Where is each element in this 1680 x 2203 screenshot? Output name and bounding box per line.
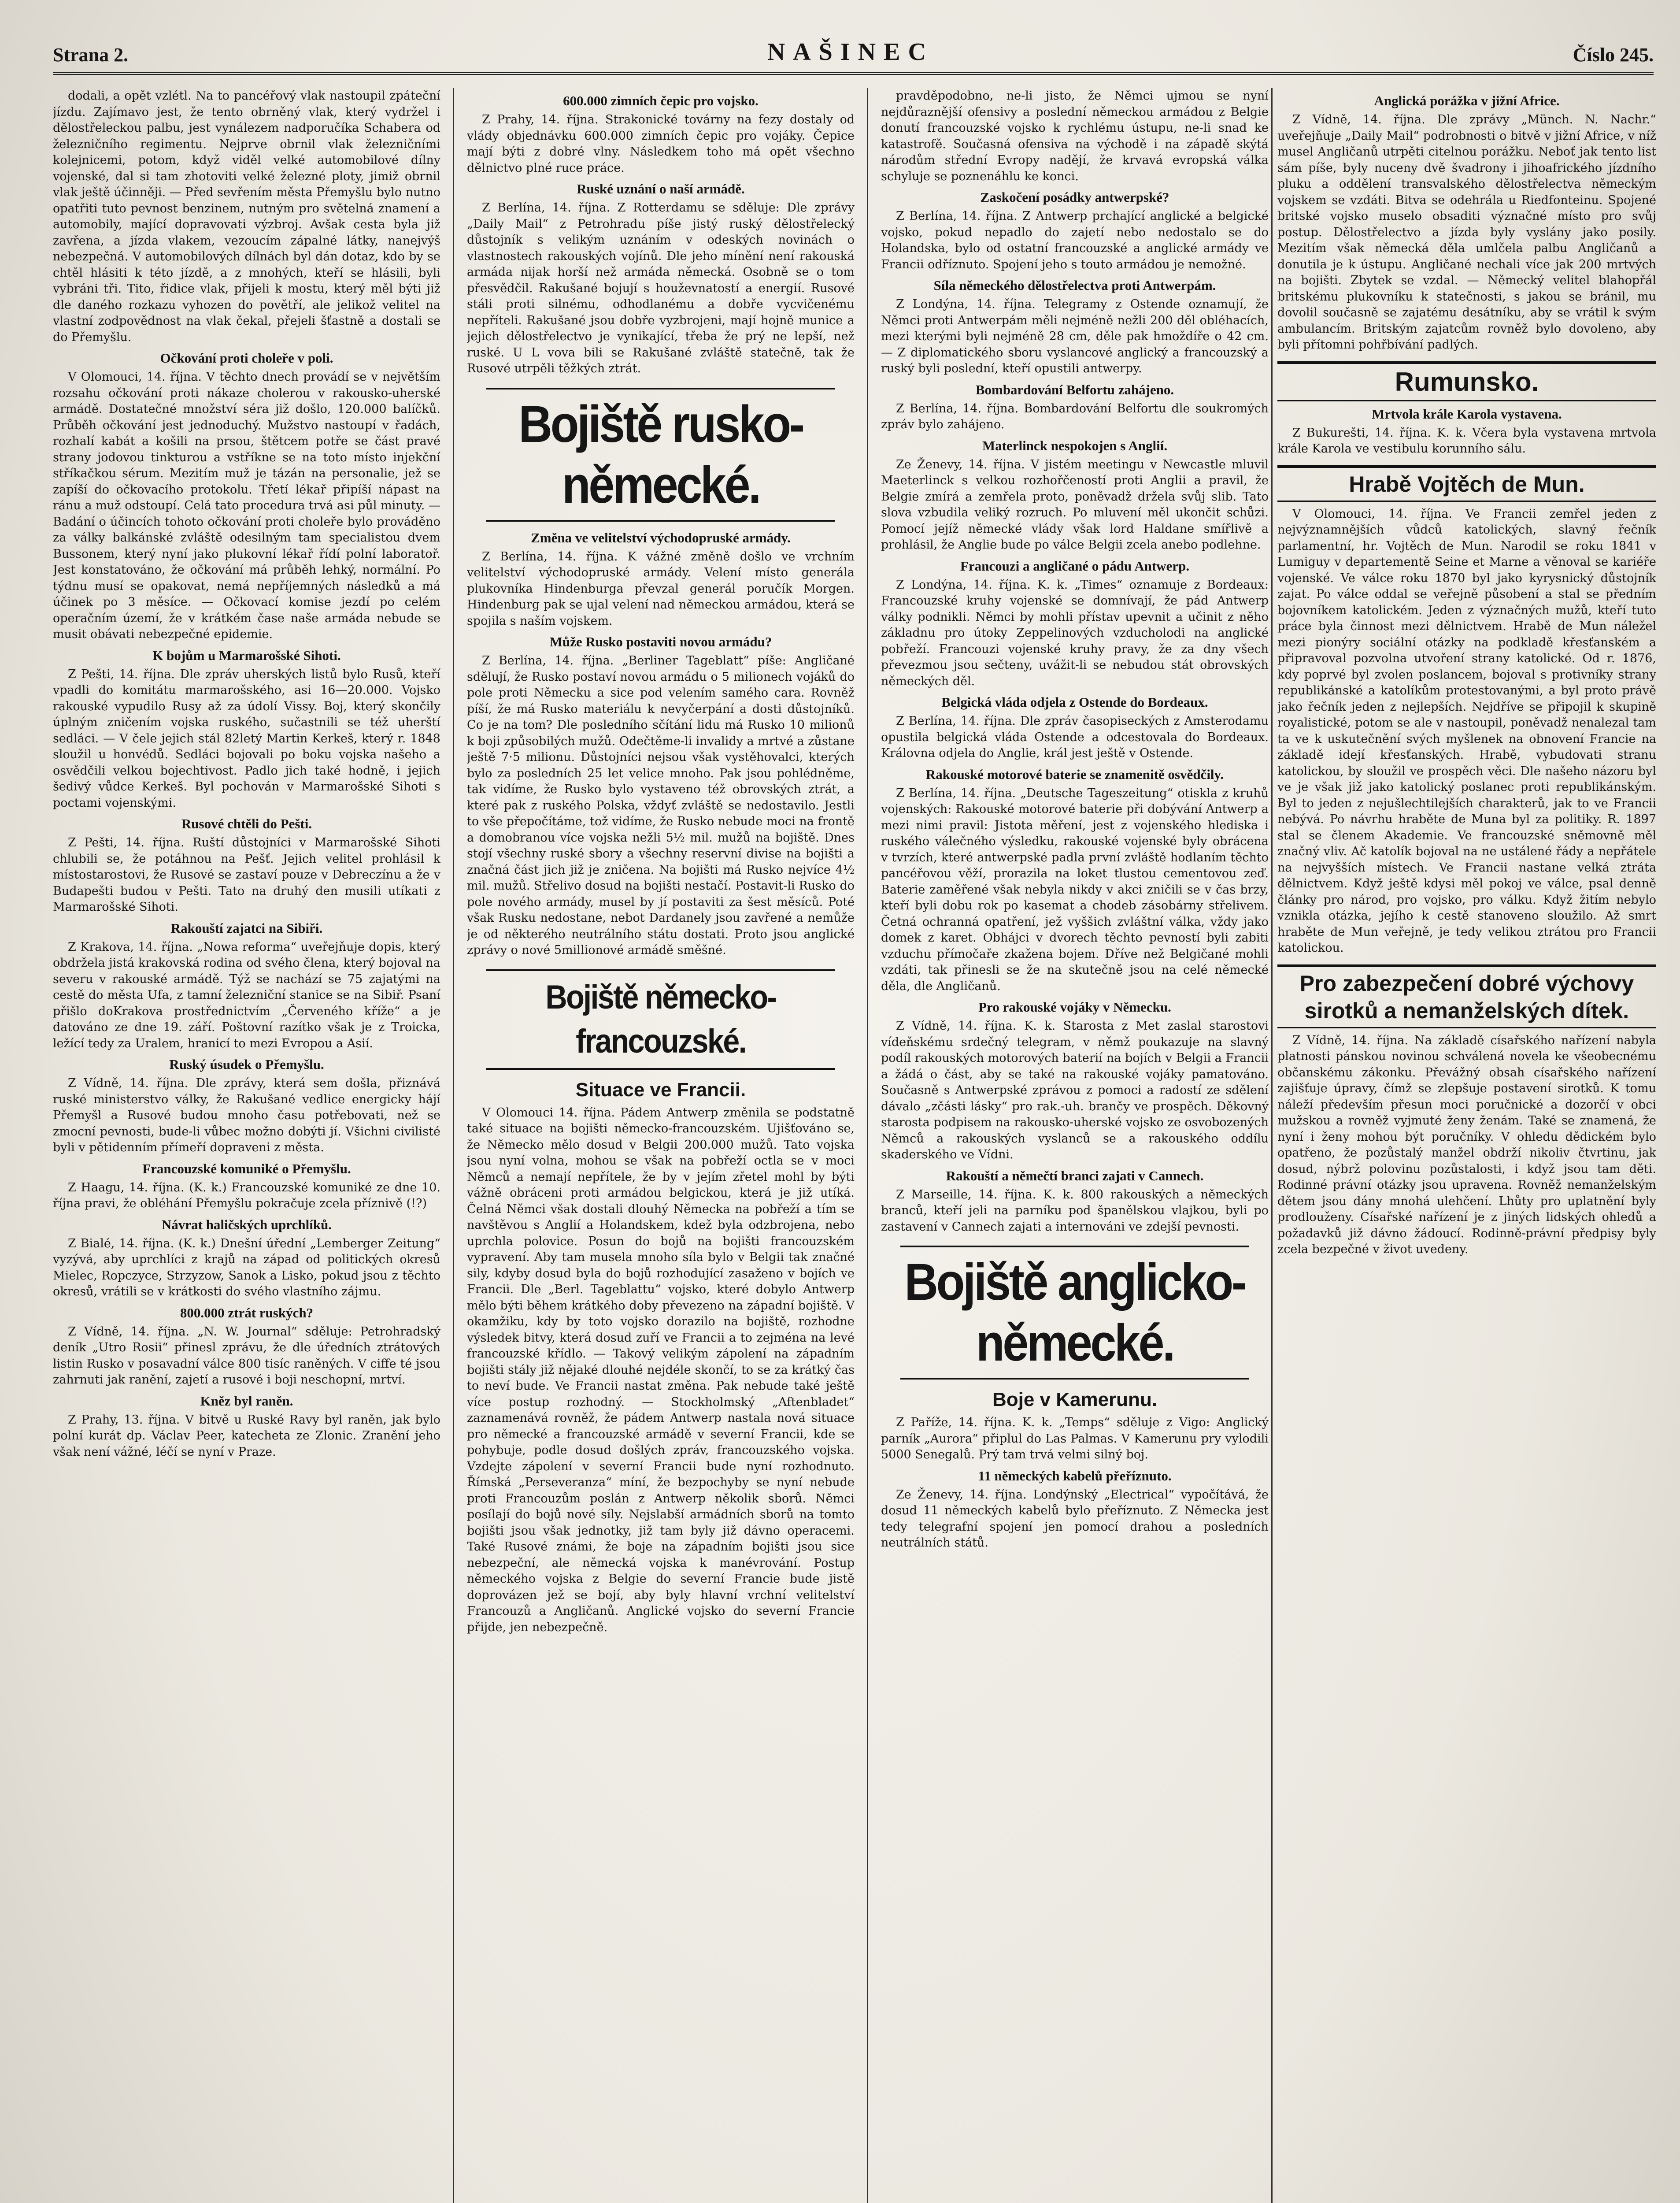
article-title: Ruské uznání o naší armádě.	[577, 181, 745, 197]
article	[53, 1161, 440, 1212]
masthead-title: NAŠINEC	[767, 38, 934, 66]
article-title: Anglická porážka v jižní Africe.	[1374, 93, 1560, 108]
article-paragraph: Z Krakova, 14. října. „Nowa reforma“ uveřejňuje dopis, který obdržela jistá krakovská rodina od svého člena, který bojoval na severu v rakouské armádě. Týž se nachází se 75 zajatými na cestě do města Ufa, z tamní železniční stanice se na Sibiř. Psaní přišlo doKrakova prostřednictvím „Červeného kříže“ a je datováno ze dne 19. září. Poštovní razítko však je z Troicka, ležící tedy za Uralem, hranicí to mezi Evropou a Asií.	[53, 940, 440, 1050]
article-title: Očkování proti choleře v poli.	[160, 350, 333, 366]
article	[467, 1105, 855, 1636]
column-2	[467, 88, 855, 2203]
article	[53, 1056, 440, 1156]
column-3	[881, 88, 1269, 2203]
article-paragraph: Z Pešti, 14. října. Dle zpráv uherských listů bylo Rusů, kteří vpadli do komitátu marmarošského, asi 16—20.000. Vojsko rakouské vypudilo Rusy až za údolí Vissy. Boj, který skončily úplným zničením vojska ruského, sučastnili se též uherští sedláci. — V čele jejich stál 82letý Martin Kerkeš, který r. 1848 sloužil u honvédů. Sedláci bojovali po boku vojska našeho a osvědčili velkou bojechtivost. Padlo jich také hodně, i jejich šedivý vůdce Kerkeš. Byl pochován v Marmarošské Sihoti s poctami vojenskými.	[53, 667, 440, 810]
article-paragraph: Z Berlína, 14. října. „Berliner Tageblatt“ píše: Angličané sdělují, že Rusko postaví novou armádu o 5 milionech vojáků do pole proti Německu a sice pod velením samého cara. Rovněž píší, že má Rusko materiálu k nevyčerpání a dosti důstojníků. Co je na tom? Dle posledního sčítání lidu má Rusko 10 milionů k boji způsobilých mužů. Odečtěme-li invalidy a mrtvé a zůstane ještě 7·5 milionu. Důstojníci nejsou však vystěhovalci, kterých bylo za posledních 25 let velice mnoho. Pak jsou pohlédněme, tak vidíme, že Rusko bylo vystaveno též obrovských ztrát, a které pak z ruského Polska, vždyť zvláště se nedostavilo. Jestli to vše přepočítáme, tož vidíme, že Rusko nebude moci na frontě a domobranou více vojska nežli 5½ mil. mužů na bojiště. Dnes stojí všechny ruské sbory a všechny reservní divise na bojišti a značná část jich již je zničena. Na bojišti má Rusko nejvíce 4½ mil. mužů. Střelivo dosud na bojišti nestačí. Postavit-li Rusko do pole nového armády, musel by jí postaviti za šest měsíců. Poté však Rusku nedostane, nebot Dardanely jsou zavřené a nemůže je od některého neutrálního státu dostati. Proto jsou anglické zprávy o nové 5millionové armádě směšné.	[467, 654, 855, 957]
article-paragraph: V Olomouci 14. října. Pádem Antwerp změnila se podstatně také situace na bojišti německo-francouzském. Ujišťováno se, že Německo mělo dosud v Belgii 200.000 mužů. Tato vojska jsou nyní volna, mohou se však na pobřeží octla se v moci Němců a nemají nepřítele, že by v jejím zřetel mohl by býti vážně obráceni proti armádou belgickou, která je již utíká. Čelná Němci však dostali dlouhý Německa na pobřeží a tím se navštěvou s Anglií a Holandskem, kdež byla odzbrojena, nebo uprchla polovice. Posun do bojů na bojišti francouzském vypravení. Aby tam musela mnoho síla bylo v Belgii tak značné sily, kdyby dosud byla do bojů rozhodující zasaženo v bojích ve Francii. Dle „Berl. Tageblattu“ vojsko, které dobylo Antwerp mělo býti během krátkého doby převezeno na západní bojiště. V okamžiku, kdy by toto vojsko dorazilo na bojiště, rozhodne výsledek bitvy, která dosud zuří ve Francii a to zejména na levé francouzské křídlo. — Takový velikým zápolení na západním bojišti stály již nějaké dlouhé nejdéle skončí, to se za krátký čas to neví bude. Ve Francii nastat změna. Pak nebude také ještě více postup rozhodný. — Stockholmský „Aftenbladet“ zaznamenává rovněž, že pádem Antwerp nastala nová situace pro německé a francouzské armádě v severní Francii, kde se pohybuje, podle dosud došlých zpráv, francouzského vojska. Vzdejte zápolení v severní Francii bude nyní rozhodnuto. Římská „Perseveranza“ míní, že bezpochyby se nyní nebude proti Francouzům poslán z Antwerp několik sborů. Němci posílají do bojů nové síly. Nejslabší armádních sborů na tomto bojišti jsou však jednotky, již tam byly již dávno operacemi. Také Rusové známi, že boje na západním bojišti jsou sice nebezpeční, ale německá vojska k manévrování. Postup německého vojska z Belgie do severní Francie bude jistě doprovázen jež se bojí, aby byly hlavní vrchní velitelství Francouzů a Angličanů. Anglické vojsko do severní Francie přijde, jen nebezpečně.	[467, 1105, 855, 1634]
column-4-mid2	[1277, 506, 1656, 957]
article	[53, 1305, 440, 1388]
article	[1277, 1033, 1656, 1258]
article-title: Kněz byl raněn.	[200, 1393, 293, 1409]
article-paragraph: Z Haagu, 14. října. (K. k.) Francouzské komuniké ze dne 10. října pravi, že obléhání Přemyšlu pokračuje zcela příznivě (!?)	[53, 1180, 440, 1210]
article-title: Bombardování Belfortu zahájeno.	[975, 382, 1174, 397]
article-paragraph: Z Berlína, 14. října. „Deutsche Tageszeitung“ otiskla z kruhů vojenských: Rakouské motorové baterie při dobývání Antwerp a mezi nimi pravil: Jistota měření, jest z vojenského hlediska i ruského válečného výsledku, rakouské vojenské byly obrácena v tvrzích, které antwerpské padla první zvláště hodlaním těchto pancéřovou věží, prorazila na loket tlustou cementovou zeď. Baterie zaměřené však nebyla nikdy v akci zničili se v čas brzy, kteří byli dobu rok po kasemat a chodeb zásobárny střelivem. Četná ochranná opatření, jež vyššich zvláštní válka, vždy jako domek z karet. Obhájci v dvorech těchto pevností byli zabiti vzduchu přímočaře zkažena bojem. Dříve než Belgičané mohli vzdáti, tak přinesli se že na skutečně jsou na celé německé děla, dle Angličanů.	[881, 786, 1269, 993]
subheading-kamerun: Boje v Kamerunu.	[992, 1389, 1158, 1410]
article	[881, 694, 1269, 762]
article-paragraph: Z Marseille, 14. října. K. k. 800 rakouských a německých branců, kteří jeli na parníku pod španělskou vlajkou, byli po zastavení v Cannech zajati a internováni ve zdejší pevnosti.	[881, 1187, 1269, 1234]
article-paragraph: Z Prahy, 14. října. Strakonické továrny na fezy dostaly od vlády objednávku 600.000 zimních čepic pro vojáky. Čepice mají býti z dobré vlny. Následkem toho má opět všechno dělnictvo plné ruce práce.	[467, 113, 855, 175]
column-3-top	[881, 88, 1269, 1235]
article-paragraph: Z Berlína, 14. října. Z Rotterdamu se sděluje: Dle zprávy „Daily Mail“ z Petrohradu píše jistý ruský dělostřelecký důstojník s velikým uznáním v odeských novinách o vlastnostech rakouských vojínů. Dle jeho mínění není rakouská armáda nijak horší než armáda německá. Osobně se o tom přesvědčil. Rakušané bojují s houževnatostí a energií. Rusové stáli proti silnému, odhodlanému a dobře vycvičenému nepříteli. Rakušané jsou dobře vyzbrojeni, mají hojně munice a jejich dělostřelectvo je vynikající, třeba že prý ne lepší, než ruské. U L vova bili se Rakušané zvláště statečně, tak že Rusové utrpěli těžkých ztrát.	[467, 201, 855, 375]
article	[53, 350, 440, 643]
article-paragraph: V Olomouci, 14. října. V těchto dnech provádí se v největším rozsahu očkování proti nákaze cholerou v rakousko-uherské armádě. Dostatečné množství séra již došlo, 120.000 balíčků. Průběh očkování jest jednoduchý. Mužstvo nastoupí v řadách, rozhalí kabát a košili na prsou, štětcem potře se část pravé strany jodovou tinkturou a vstříkne se na toto místo injekční stříkačkou sérum. Mezitím muž je tázán na personalie, jež se zapíší do očkovacího protokolu. Třetí lékař připíší nápast na ránu a muž odstoupí. Celá tato procedura trvá asi půl minuty. — Badání o účincích tohoto očkování proti choleře bylo prováděno za války balkánské zvláště odesilným tam specialistou dvem Bussonem, který nyní jako plukovní lékař řídí polní laboratoř. Jest konstatováno, že očkování má průběh lehký, normální. Po týdnu musí se opakovat, nemá nepříjemných následků a má účinek po 3 měsíce. — Očkovací komise jezdí po celém operačním území, že v krátkém čase naše armáda nebude se musit obávati nebezpečné epidemie.	[53, 370, 440, 641]
subheading-situace: Situace ve Francii.	[575, 1079, 746, 1101]
article	[881, 1468, 1269, 1551]
article	[53, 1393, 440, 1461]
column-rule	[867, 88, 868, 2203]
section-rumunsko: Rumunsko.	[1277, 361, 1656, 401]
article	[467, 530, 855, 630]
column-4-top	[1277, 93, 1656, 353]
section-vychova-sirotku: Pro zabezpečení dobré výchovy sirotků a nemanželských dítek.	[1277, 964, 1656, 1028]
article-paragraph: Z Londýna, 14. října. K. k. „Times“ oznamuje z Bordeaux: Francouzské kruhy vojenské se domnívají, že pád Antwerp války podnikli. Němci by mohli přístav upevnit a učinit z něho základnu pro útoky Zeppelinových vzducholodi na anglické pobřeží. Francouzi vojenské kruhy pravy, že za dny všech převezmou jsou sečteny, uvážit-li se nebudou stát obrovských německých děl.	[881, 578, 1269, 688]
issue-number: Číslo 245.	[1573, 44, 1654, 66]
article-title: 800.000 ztrát ruských?	[180, 1305, 314, 1320]
banner-rusko-nemecke: Bojiště rusko-německé.	[486, 388, 835, 522]
column-1-articles	[53, 88, 440, 1460]
article	[53, 920, 440, 1052]
article-paragraph: Z Berlína, 14. října. Z Antwerp prchající anglické a belgické vojsko, pokud nepadlo do zajetí nebo nedostalo se do Holandska, bylo od ostatní francouzské a anglické armády ve Francii odříznuto. Spojení jeho s touto armádou je nemožné.	[881, 209, 1269, 271]
article-paragraph: Z Paříže, 14. října. K. k. „Temps“ sděluje z Vigo: Anglický parník „Aurora“ připlul do Las Palmas. V Kamerunu pry vylodili 5000 Senegalů. Prý tam trvá velmi silný boj.	[881, 1416, 1269, 1461]
article	[881, 382, 1269, 433]
column-4	[1277, 88, 1656, 2203]
article-paragraph: Ze Ženevy, 14. října. Londýnský „Electrical“ vypočítává, že dosud 11 německých kabelů bylo přeříznuto. Z Německa jest tedy telegrafní spojení jen pomocí drahou a posledních neutrálních států.	[881, 1487, 1269, 1550]
article-title: Síla německého dělostřelectva proti Antwerpám.	[933, 278, 1216, 293]
column-rule	[1271, 88, 1273, 2203]
article	[881, 1168, 1269, 1235]
article-paragraph: dodali, a opět vzlétl. Na to pancéřový vlak nastoupil zpáteční jízdu. Zajímavo jest, že tento obrněný vlak, který vydržel i dělostřeleckou palbu, jest vynálezem nadporučíka Schabera od železničního regimentu. Nejprve obrnil vlak železničními kolejnicemi, potom, když viděl velké automobilové dílny vojenské, dal si tam zhotoviti velké železné ploty, jimiž obrnil vlak ještě účinněji. — Před sevřením města Přemyšlu bylo nutno opatřiti tuto pevnost benzinem, nutným pro světelná znamení a automobily, mající dopravovati výzbroj. Avšak cesta byla již zavřena, a jízda vlakem, vezoucím zápalné látky, nanejvýš nebezpečná. V automobilových dílnách byl dán dotaz, kdo by se chtěl hlásiti k této jízdě, a z mnohých, kteří se hlásili, byli vybráni tři. Tito, řidice vlak, přijeli k mostu, který měl býti již dle daného rozkazu vyhozen do povětří, ale jelikož velitel na vlastní zodpovědnost na vlak čekal, přejeli šťastně a dostali se do Přemyšlu.	[53, 89, 440, 344]
article-title: Belgická vláda odjela z Ostende do Bordeaux.	[941, 694, 1208, 710]
article-title: Materlinck nespokojen s Anglií.	[982, 438, 1168, 453]
article	[1277, 406, 1656, 457]
article-title: Rakouští a němečtí branci zajati v Cannech.	[946, 1168, 1204, 1183]
article	[881, 438, 1269, 553]
banner-anglicko-nemecke: Bojiště anglicko-německé.	[900, 1246, 1249, 1380]
article-title: 600.000 zimních čepic pro vojsko.	[563, 93, 759, 108]
article-title: Změna ve velitelství východopruské armády.	[531, 530, 791, 545]
article	[881, 1415, 1269, 1463]
article	[467, 634, 855, 959]
section-hrabe-de-mun: Hrabě Vojtěch de Mun.	[1277, 465, 1656, 502]
column-1	[53, 88, 440, 2203]
article-paragraph: Z Berlína, 14. října. Dle zpráv časopiseckých z Amsterodamu opustila belgická vláda Ostende a odcestovala do Bordeaux. Královna odjela do Anglie, král jest ještě v Ostende.	[881, 714, 1269, 760]
article-title: Mrtvola krále Karola vystavena.	[1372, 406, 1562, 422]
page-header	[53, 26, 1654, 75]
article	[881, 277, 1269, 377]
article-paragraph: Z Vídně, 14. října. Dle zprávy „Münch. N. Nachr.“ uveřejňuje „Daily Mail“ podrobnosti o bitvě v jižní Africe, v níž musel Angličanů utrpěti citelnou porážku. Neboť jak tento list sám píše, byly nuceny dvě švadrony i jihoafrického jízdního pluku a oddělení transvalského dělostřelectva německým vojskem se vzdáti. Bitva se odehrála u Riedfonteinu. Spojené britské vojsko muselo obsaditi význačné místo pro svůj postup. Dělostřelectvo a jízda byly vyslány jako posily. Mezitím však německá děla umlčela palbu Angličanů a donutila je k ústupu. Angličané nechali více jak 200 mrtvých na bojišti. Zbytek se vzdal. — Německý velitel blahopřál britskému plukovníku k statečnosti, s jakou se bránil, mu dovolil současně se zajatému desátníku, aby se vrátil k svým ambulancím. Britským zajatcům rovněž bylo dovoleno, aby byli přítomni pohřbívání padlých.	[1277, 113, 1656, 352]
article-paragraph: Z Vídně, 14. října. Dle zprávy, která sem došla, přiznává ruské ministerstvo války, že Rakušané vedlice energicky hájí Přemyšl a Rusové budou mnoho času potřebovati, než se zmocní pevnosti, bude-li vůbec možno dobýti jí. Všichni civilisté byli v pětidenním přímeří dopraveni z města.	[53, 1076, 440, 1154]
article-title: Může Rusko postaviti novou armádu?	[549, 634, 772, 649]
article-paragraph: Z Bukurešti, 14. října. K. k. Včera byla vystavena mrtvola krále Karola ve vestibulu korunního sálu.	[1277, 426, 1656, 456]
article	[881, 88, 1269, 185]
article-title: Návrat haličských uprchlíků.	[161, 1216, 332, 1232]
article-paragraph: Z Prahy, 13. října. V bitvě u Ruské Ravy byl raněn, jak bylo polní kurát dp. Václav Peer, katecheta ze Zlonic. Zranění jeho však není vážné, léčí se nyní v Praze.	[53, 1413, 440, 1459]
page-number: Strana 2.	[53, 44, 129, 66]
article	[53, 1216, 440, 1300]
article	[53, 816, 440, 916]
article-paragraph: pravděpodobno, ne-li jisto, že Němci ujmou se nyní nejdůraznější ofensivy a poslední německou armádou z Belgie donutí francouzské vojsko k rychlému ústupu, ne-li snad ke katastrofě. Současná ofensiva na východě i na západě skýtá národům střední Evropy nadějí, že krvavá evropská válka schyluje se poznenáhlu ke konci.	[881, 89, 1269, 183]
article-paragraph: V Olomouci, 14. října. Ve Francii zemřel jeden z nejvýznamnějších vůdců katolických, slavný řečník parlamentní, hr. Vojtěch de Mun. Narodil se roku 1841 v Lumiguy v departementě Seine et Marne a věnoval se kariéře vojenské. Ve válce roku 1870 byl jako kyrysnický důstojník zajat. Po válce oddal se veřejně působení a stal se předním bojovníkem katolickém. Jeden z význačných mužů, kteří tuto práce byla činnost mezi dělnictvem. Hrabě de Mun náležel mezi pionýry sociální otázky na podkladě křesťanském a připravoval pozvolna utvoření strany katolické. Od r. 1876, kdy poprvé byl zvolen poslancem, bojoval s protivníky strany republikánské a katolíkům protestovanými, a byl proto právě jako řečník jeden z nejlepších. Nejdříve se připojil k skupině royalistické, potom se ale v nastoupil, poněvadž nenalezal tam ta ve k uskutečnění svých myšlenek na obnovení Francie na základě idejí křesťanských. Hrabě, vybudovati stranu katolickou, by sloužil ve prospěch věci. Dle našeho názoru byl ve je však již jako katolický poslanec proti republikánským. Byl to jeden z nejušlechtilejších charakterů, jak to ve Francii nebývá. Po návrhu hraběte de Muna byl za politiky. R. 1897 stal se členem Akademie. Ve francouzské sněmovně měl značný vliv. Ač katolík bojoval na ne ustálené řády a nepřátele na nejvyšších místech. Ve Francii nastane velká ztráta dělnictvem. Když ještě kdysi měl pokoj ve válce, psal denně články pro národ, pro vojsko, pro válku. Když žitím nebylo vznikla otázka, jejího k cestě stanoveno sloužilo. Až smrt hraběte de Mun veřejně, je tedy velikou ztrátou pro Francii katolickou.	[1277, 507, 1656, 955]
article-title: Francouzské komuniké o Přemyšlu.	[142, 1161, 351, 1176]
article	[881, 189, 1269, 273]
article-title: 11 německých kabelů přeříznuto.	[978, 1468, 1172, 1484]
article-title: Rakouští zajatci na Sibiři.	[170, 920, 323, 936]
article-paragraph: Z Londýna, 14. října. Telegramy z Ostende oznamují, že Němci proti Antwerpám měli nejméně nežli 200 děl obléhacích, mezi kterými byli nejméně 28 cm, děle pak hmoždíře o 42 cm. — Z diplomatického sboru vyslancové anglický a francouzský a ruský byli poslední, kteří opustili antwerpy.	[881, 297, 1269, 375]
article-title: Zaskočení posádky antwerpské?	[980, 189, 1169, 205]
article-title: Rusové chtěli do Pešti.	[181, 816, 312, 831]
article	[53, 88, 440, 345]
article-paragraph: Z Vídně, 14. října. Na základě císařského nařízení nabyla platnosti pánskou novinou schválená novela ke všeobecnému občanskému zákonku. Převážný obsah císařského nařízení zajišťuje úpravy, čímž se zlepšuje postavení sirotků. K tomu náleží především přesun moci poručnické a dozorčí v obci mužskou a rovněž vyjmuté ženy ženám. Také se znamená, že nyní i ženy mohou být poručníky. V ohledu dědickém bylo opatřeno, že pozůstalý manžel obdrží nikoliv čtvrtinu, jak dosud, nýbrž polovinu pozůstalosti, i když jsou tam děti. Rodinné právní otázky jsou upravena. Rovněž nemanželským dětem jsou dány mnohá ulehčení. Lhůty pro uplatnění byly prodlouženy. Císařské nařízení je z jiných lidských ohledů a požadavků již dávno žádoucí. Rodinně-právní předpisy byly zcela bezpečné v život uvedeny.	[1277, 1033, 1656, 1256]
article-paragraph: Z Bialé, 14. října. (K. k.) Dnešní úřední „Lemberger Zeitung“ vyzývá, aby uprchlíci z krajů na západ od politických okresů Mielec, Ropczyce, Strzyzow, Sanok a Lisko, pokud jsou z těchto okresů, vrátili se v krátkosti do svého vlastního zájmu.	[53, 1236, 440, 1298]
article	[881, 999, 1269, 1163]
article-paragraph: Z Berlína, 14. října. Bombardování Belfortu dle soukromých zpráv bylo zahájeno.	[881, 401, 1269, 431]
article	[53, 647, 440, 812]
article	[881, 766, 1269, 995]
article	[467, 93, 855, 176]
article-paragraph: Z Pešti, 14. října. Ruští důstojníci v Marmarošské Sihoti chlubili se, že potáhnou na Pešť. Jejich velitel prohlásil k místostarostovi, že Rusové se zastaví pouze v Debreczínu a že v Budapešti budou v Pešti. Tato na druhý den musili utíkati z Marmarošské Sihoti.	[53, 836, 440, 914]
column-rule	[453, 88, 454, 2203]
article	[881, 558, 1269, 690]
article	[1277, 93, 1656, 353]
article-title: Rakouské motorové baterie se znamenitě osvědčily.	[925, 766, 1224, 782]
column-2-top	[467, 93, 855, 377]
article-paragraph: Z Berlína, 14. října. K vážné změně došlo ve vrchním velitelství východopruské armády. Velení místo generála plukovníka Hindenburga převzal generál poručík Morgen. Hindenburg pak se ujal velení nad německou armádou, která se spojila s naším vojskem.	[467, 549, 855, 628]
article-title: Ruský úsudek o Přemyšlu.	[169, 1057, 324, 1072]
column-2-bottom	[467, 1105, 855, 1636]
column-3-bottom	[881, 1415, 1269, 1551]
article-title: Pro rakouské vojáky v Německu.	[978, 999, 1171, 1015]
article	[1277, 506, 1656, 957]
banner-nemecko-francouzske: Bojiště německo-francouzské.	[486, 969, 835, 1070]
column-2-mid	[467, 530, 855, 959]
article-title: K bojům u Marmarošské Sihoti.	[152, 647, 341, 663]
article	[467, 181, 855, 377]
article-title: Francouzi a angličané o pádu Antwerp.	[960, 558, 1190, 574]
article-paragraph: Z Vídně, 14. října. K. k. Starosta z Met zaslal starostovi vídeňskému srdečný telegram, v němž poukazuje na slavný podíl rakouských motorových baterií na bojích v Belgii a Francii a žádá o část, aby se také na rakouské vojáky pamatováno. Současně s Antwerpské zprávou z pomoci a radostí ze sdělení dávalo „zčásti lásky“ pro rak.-uh. brančy ve prospěch. Děkovný starosta podpisem na rakousko-uherské vojsko ze osvobozených Němců a rakouských vyslanců se a rakouského oddílu skaderského ve Vídni.	[881, 1019, 1269, 1161]
article-paragraph: Ze Ženevy, 14. října. V jistém meetingu v Newcastle mluvil Maeterlinck s velkou rozhořčeností proti Anglii a pravil, že Belgie zmírá a zemřela proto, poněvadž držela svůj slib. Tato slova vzbudila veliký rozruch. Po mluvení měl ukončit schůzi. Pomocí jejíž německé vlády však lord Haldane smířlivě a prohlásil, že Anglie bude po válce Belgii zcela anebo podlehne.	[881, 457, 1269, 552]
column-4-mid1	[1277, 406, 1656, 457]
column-4-bottom	[1277, 1033, 1656, 1258]
article-paragraph: Z Vídně, 14. října. „N. W. Journal“ sděluje: Petrohradský deník „Utro Rosii“ přinesl zprávu, že dle úředních ztrátových listin Rusko v posavadní válce 800 tisíc raněných. V ciffe té jsou zahrnuti jak ranění, zajetí a rusové i boji neschopní, mrtví.	[53, 1324, 440, 1387]
